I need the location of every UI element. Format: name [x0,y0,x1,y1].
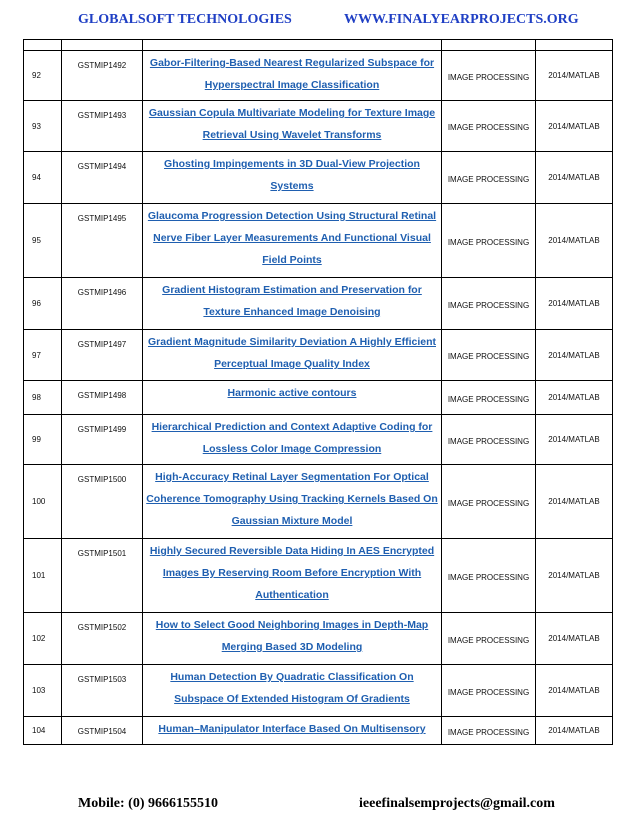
project-title[interactable]: Human Detection By Quadratic Classification On Subspace Of Extended Histogram Of Gradients [143,665,442,717]
row-number: 94 [24,152,62,204]
project-code: GSTMIP1492 [62,51,143,101]
table-row [24,204,613,278]
projects-table [23,39,613,745]
project-code: GSTMIP1495 [62,204,143,278]
project-code: GSTMIP1496 [62,278,143,330]
project-title[interactable]: Highly Secured Reversible Data Hiding In AES Encrypted Images By Reserving Room Before Encryption With Authentication [143,539,442,613]
project-domain: IMAGE PROCESSING [442,465,536,539]
project-code: GSTMIP1502 [62,613,143,665]
project-year: 2014/MATLAB [536,152,613,204]
project-domain: IMAGE PROCESSING [442,51,536,101]
project-title[interactable]: Harmonic active contours [143,381,442,415]
project-title[interactable]: Gradient Histogram Estimation and Preservation for Texture Enhanced Image Denoising [143,278,442,330]
project-code: GSTMIP1501 [62,539,143,613]
project-code: GSTMIP1497 [62,330,143,381]
row-number: 97 [24,330,62,381]
table-spacer-row [24,40,613,51]
project-title[interactable]: Gradient Magnitude Similarity Deviation A Highly Efficient Perceptual Image Quality Index [143,330,442,381]
row-number: 98 [24,381,62,415]
project-year: 2014/MATLAB [536,613,613,665]
row-number: 93 [24,101,62,152]
project-domain: IMAGE PROCESSING [442,613,536,665]
project-year: 2014/MATLAB [536,330,613,381]
project-year: 2014/MATLAB [536,278,613,330]
table-row [24,717,613,745]
row-number: 100 [24,465,62,539]
project-title[interactable]: Hierarchical Prediction and Context Adaptive Coding for Lossless Color Image Compression [143,415,442,465]
project-title[interactable]: Glaucoma Progression Detection Using Structural Retinal Nerve Fiber Layer Measurements And Functional Visual Field Points [143,204,442,278]
contact-email[interactable]: ieeefinalsemprojects@gmail.com [359,796,555,811]
project-year: 2014/MATLAB [536,101,613,152]
project-domain: IMAGE PROCESSING [442,415,536,465]
mobile-number: Mobile: (0) 9666155510 [78,796,218,811]
project-title[interactable]: Gaussian Copula Multivariate Modeling for Texture Image Retrieval Using Wavelet Transforms [143,101,442,152]
project-domain: IMAGE PROCESSING [442,330,536,381]
project-year: 2014/MATLAB [536,204,613,278]
table-row [24,465,613,539]
website-url[interactable]: WWW.FINALYEARPROJECTS.ORG [344,12,579,27]
project-year: 2014/MATLAB [536,465,613,539]
table-row [24,330,613,381]
project-title[interactable]: Ghosting Impingements in 3D Dual-View Projection Systems [143,152,442,204]
project-domain: IMAGE PROCESSING [442,204,536,278]
page-header [0,10,638,32]
project-year: 2014/MATLAB [536,51,613,101]
project-title[interactable]: High-Accuracy Retinal Layer Segmentation For Optical Coherence Tomography Using Tracking Kernels Based On Gaussian Mixture Model [143,465,442,539]
project-code: GSTMIP1494 [62,152,143,204]
row-number: 101 [24,539,62,613]
row-number: 104 [24,717,62,745]
table-row [24,613,613,665]
table-row [24,278,613,330]
project-code: GSTMIP1503 [62,665,143,717]
project-year: 2014/MATLAB [536,539,613,613]
project-year: 2014/MATLAB [536,665,613,717]
project-code: GSTMIP1498 [62,381,143,415]
project-domain: IMAGE PROCESSING [442,381,536,415]
project-title[interactable]: How to Select Good Neighboring Images in Depth-Map Merging Based 3D Modeling [143,613,442,665]
project-domain: IMAGE PROCESSING [442,717,536,745]
table-row [24,415,613,465]
project-title[interactable]: Gabor-Filtering-Based Nearest Regularized Subspace for Hyperspectral Image Classification [143,51,442,101]
project-code: GSTMIP1493 [62,101,143,152]
project-code: GSTMIP1504 [62,717,143,745]
table-row [24,539,613,613]
row-number: 92 [24,51,62,101]
project-code: GSTMIP1500 [62,465,143,539]
project-year: 2014/MATLAB [536,415,613,465]
company-name: GLOBALSOFT TECHNOLOGIES [78,12,292,27]
project-title[interactable]: Human–Manipulator Interface Based On Multisensory [143,717,442,745]
table-row [24,152,613,204]
row-number: 103 [24,665,62,717]
project-domain: IMAGE PROCESSING [442,278,536,330]
project-domain: IMAGE PROCESSING [442,665,536,717]
project-code: GSTMIP1499 [62,415,143,465]
project-domain: IMAGE PROCESSING [442,152,536,204]
table-row [24,381,613,415]
row-number: 95 [24,204,62,278]
project-year: 2014/MATLAB [536,381,613,415]
table-row [24,101,613,152]
project-domain: IMAGE PROCESSING [442,101,536,152]
row-number: 102 [24,613,62,665]
table-row [24,665,613,717]
row-number: 99 [24,415,62,465]
table-row [24,51,613,101]
row-number: 96 [24,278,62,330]
project-domain: IMAGE PROCESSING [442,539,536,613]
project-year: 2014/MATLAB [536,717,613,745]
